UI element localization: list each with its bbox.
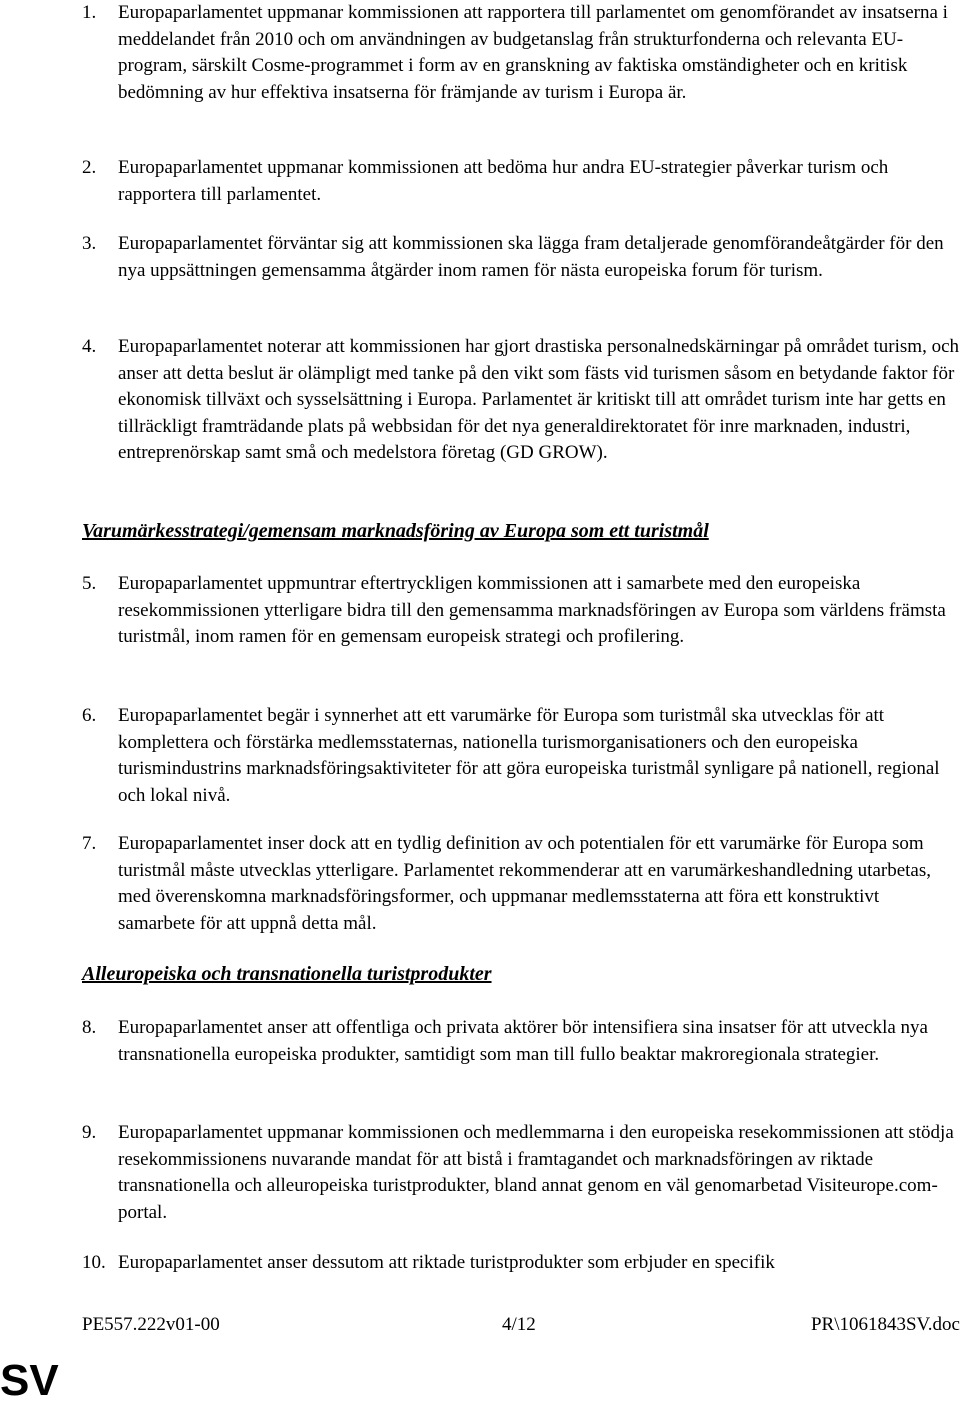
paragraph-text: Europaparlamentet anser att offentliga och privata aktörer bör intensifiera sina insatser för att utveckla nya transnationella europeiska produkter, samtidigt som man till fullo beaktar makroregionala strategier. (118, 1017, 928, 1065)
paragraph-text: Europaparlamentet noterar att kommissionen har gjort drastiska personalnedskärningar på området turism, och anser att detta beslut är olämpligt med tanke på den vikt som fästs vid turismen såsom en betydande faktor för ekonomisk tillväxt och sysselsättning i Europa. Parlamentet är kritiskt till att området turism inte har getts en tillräckligt framträdande plats på webbsidan för det nya generaldirektoratet för inre marknaden, industri, entreprenörskap samt små och medelstora företag (GD GROW). (118, 336, 960, 463)
paragraph-number: 10. (82, 1252, 106, 1273)
paragraph-8 (82, 1015, 960, 1068)
footer-page-number: 4/12 (502, 1314, 536, 1335)
paragraph-3 (82, 231, 960, 284)
footer-file-name: PR\1061843SV.doc (810, 1314, 960, 1335)
section-heading-products: Alleuropeiska och transnationella turistprodukter (82, 963, 492, 985)
paragraph-number: 5. (82, 573, 97, 594)
paragraph-number: 6. (82, 705, 97, 726)
paragraph-5 (82, 571, 960, 651)
paragraph-number: 4. (82, 336, 97, 357)
footer-doc-ref: PE557.222v01-00 (82, 1314, 220, 1335)
section-heading-branding: Varumärkesstrategi/gemensam marknadsföring av Europa som ett turistmål (82, 520, 709, 542)
paragraph-1 (82, 0, 960, 106)
paragraph-6 (82, 703, 960, 809)
paragraph-text: Europaparlamentet uppmanar kommissionen att rapportera till parlamentet om genomförandet av insatserna i meddelandet från 2010 och om användningen av budgetanslag från strukturfonderna och relevanta EU-program, särskilt Cosme-programmet i form av en granskning av faktiska omständigheter och en kritisk bedömning av hur effektiva insatserna för främjande av turism i Europa är. (118, 2, 948, 103)
paragraph-text: Europaparlamentet anser dessutom att riktade turistprodukter som erbjuder en specifik (118, 1252, 775, 1273)
paragraph-number: 9. (82, 1122, 97, 1143)
paragraph-text: Europaparlamentet inser dock att en tydlig definition av och potentialen för ett varumärke för Europa som turistmål måste utvecklas ytterligare. Parlamentet rekommenderar att en varumärkeshandledning utarbetas, med överenskomna marknadsföringsformer, och uppmanar medlemsstaterna att föra ett konstruktivt samarbete för att uppnå detta mål. (118, 833, 932, 934)
paragraph-number: 8. (82, 1017, 97, 1038)
paragraph-text: Europaparlamentet uppmanar kommissionen och medlemmarna i den europeiska resekommissionen att stödja resekommissionens nuvarande mandat för att bistå i framtagandet och marknadsföringen av riktade transnationella och alleuropeiska turistprodukter, bland annat genom en väl genomarbetad Visiteurope.com-portal. (118, 1122, 954, 1223)
paragraph-number: 1. (82, 2, 97, 23)
paragraph-text: Europaparlamentet förväntar sig att kommissionen ska lägga fram detaljerade genomförandeåtgärder för den nya uppsättningen gemensamma åtgärder inom ramen för nästa europeiska forum för turism. (118, 233, 944, 281)
paragraph-7 (82, 831, 960, 937)
paragraph-text: Europaparlamentet uppmuntrar eftertryckligen kommissionen att i samarbete med den europeiska resekommissionen ytterligare bidra till den gemensamma marknadsföringen av Europa som världens främsta turistmål, inom ramen för en gemensam europeisk strategi och profilering. (118, 573, 946, 647)
paragraph-number: 2. (82, 157, 97, 178)
paragraph-text: Europaparlamentet uppmanar kommissionen att bedöma hur andra EU-strategier påverkar turism och rapportera till parlamentet. (118, 157, 889, 205)
page-footer (82, 1312, 960, 1338)
paragraph-number: 7. (82, 833, 97, 854)
paragraph-number: 3. (82, 233, 97, 254)
paragraph-4 (82, 334, 960, 467)
paragraph-text: Europaparlamentet begär i synnerhet att ett varumärke för Europa som turistmål ska utvecklas för att komplettera och förstärka medlemsstaternas, nationella turismorganisationers och den europeiska turismindustrins marknadsföringsaktiviteter för att göra europeiska turistmål synligare på nationell, regional och lokal nivå. (118, 705, 940, 806)
paragraph-9 (82, 1120, 960, 1226)
language-code: SV (0, 1356, 59, 1405)
paragraph-10 (82, 1250, 960, 1277)
paragraph-2 (82, 155, 960, 208)
